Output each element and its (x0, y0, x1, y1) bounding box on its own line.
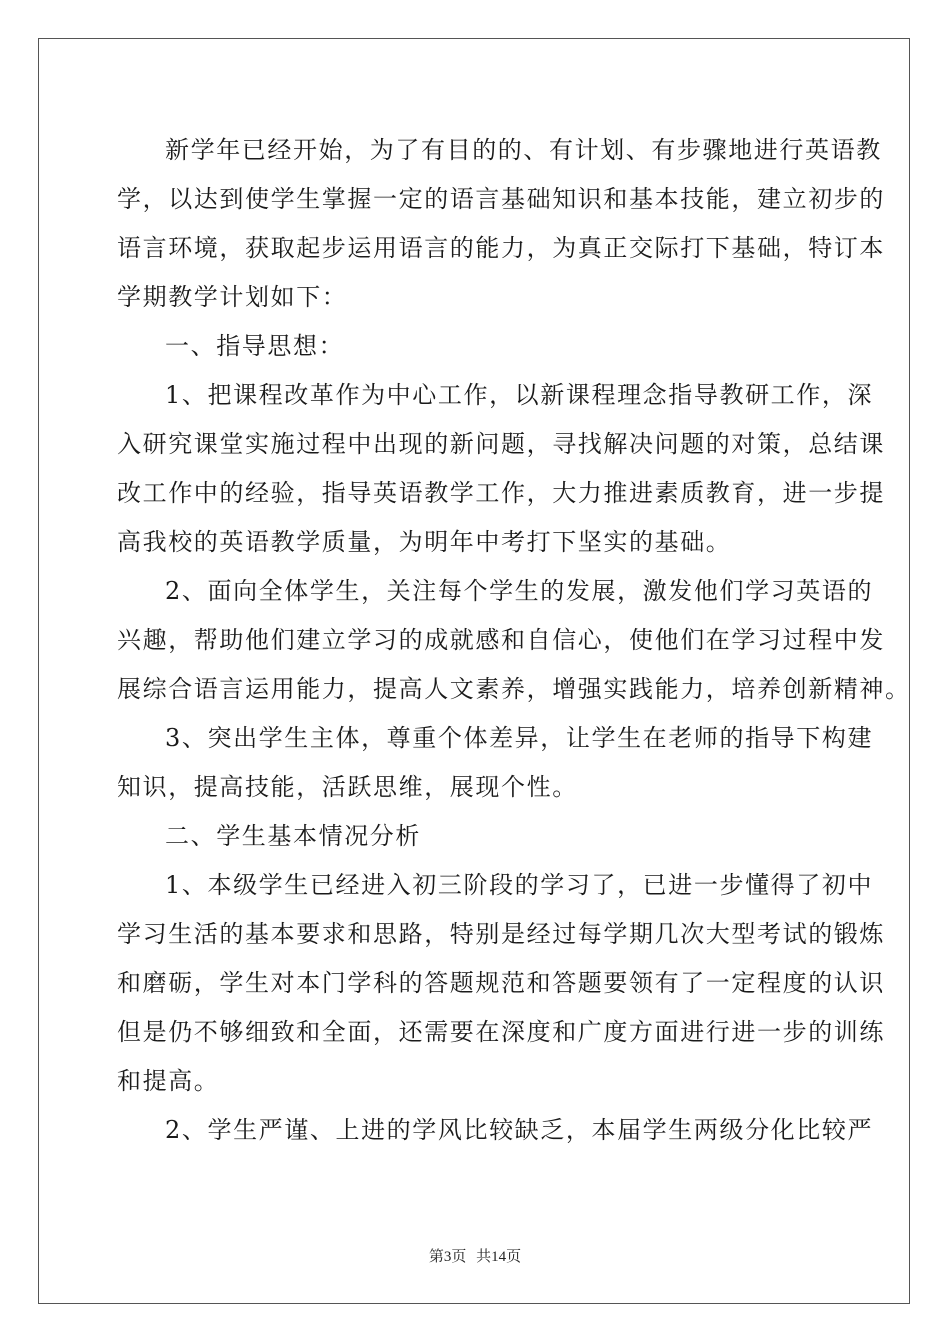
paragraph-line: 入研究课堂实施过程中出现的新问题，寻找解决问题的对策，总结课 (117, 430, 885, 458)
document-body (117, 126, 911, 1155)
paragraph-line: 高我校的英语教学质量，为明年中考打下坚实的基础。 (117, 528, 732, 556)
paragraph-line: 1、把课程改革作为中心工作，以新课程理念指导教研工作，深 (165, 381, 874, 409)
paragraph-line: 和提高。 (117, 1067, 220, 1095)
paragraph-line: 兴趣，帮助他们建立学习的成就感和自信心，使他们在学习过程中发 (117, 626, 885, 654)
paragraph-line: 3、突出学生主体，尊重个体差异，让学生在老师的指导下构建 (165, 724, 874, 752)
page-footer (0, 1245, 950, 1266)
section-heading: 一、指导思想： (165, 332, 345, 360)
paragraph-line: 新学年已经开始，为了有目的的、有计划、有步骤地进行英语教 (165, 136, 882, 164)
paragraph-line: 学，以达到使学生掌握一定的语言基础知识和基本技能，建立初步的 (117, 185, 885, 213)
paragraph-line: 2、面向全体学生，关注每个学生的发展，激发他们学习英语的 (165, 577, 874, 605)
paragraph-line: 学习生活的基本要求和思路，特别是经过每学期几次大型考试的锻炼 (117, 920, 885, 948)
total-pages: 共14页 (476, 1249, 522, 1265)
paragraph-line: 1、本级学生已经进入初三阶段的学习了，已进一步懂得了初中 (165, 871, 874, 899)
paragraph-line: 知识，提高技能，活跃思维，展现个性。 (117, 773, 578, 801)
section-heading: 二、学生基本情况分析 (165, 822, 421, 850)
paragraph-line: 语言环境，获取起步运用语言的能力，为真正交际打下基础，特订本 (117, 234, 885, 262)
paragraph-line: 改工作中的经验，指导英语教学工作，大力推进素质教育，进一步提 (117, 479, 885, 507)
paragraph-line: 但是仍不够细致和全面，还需要在深度和广度方面进行进一步的训练 (117, 1018, 885, 1046)
paragraph-line: 2、学生严谨、上进的学风比较缺乏，本届学生两级分化比较严 (165, 1116, 874, 1144)
page-number: 第3页 (428, 1249, 467, 1265)
paragraph-line: 展综合语言运用能力，提高人文素养，增强实践能力，培养创新精神。 (117, 675, 911, 703)
paragraph-line: 学期教学计划如下： (117, 283, 348, 311)
paragraph-line: 和磨砺，学生对本门学科的答题规范和答题要领有了一定程度的认识 (117, 969, 885, 997)
